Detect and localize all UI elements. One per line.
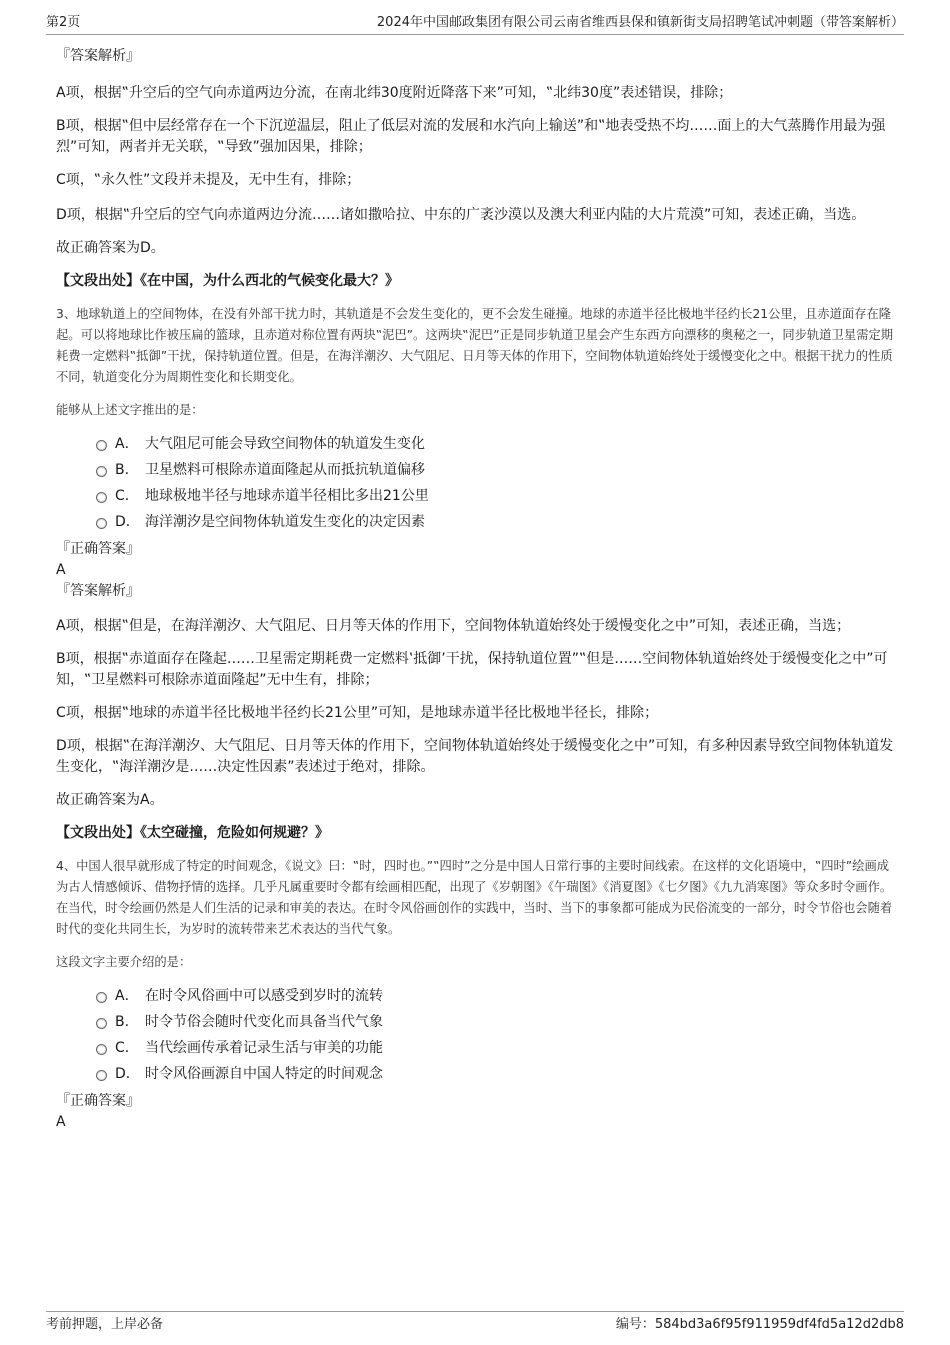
- q3-analysis-c: C项，根据‟地球的赤道半径比极地半径约长21公里”可知，是地球赤道半径比极地半径长，排除；: [56, 705, 659, 721]
- option-text: 时令风俗画源自中国人特定的时间观念: [145, 1066, 383, 1082]
- q3-analysis-d: D项，根据‟在海洋潮汐、大气阻尼、日月等天体的作用下，空间物体轨道始终处于缓慢变化之中”可知，有多种因素导致空间物体轨道发生变化，‟海洋潮汐是……决定性因素”表述过于绝对，排除。: [56, 738, 894, 775]
- q3-conclusion: 故正确答案为A。: [56, 792, 164, 808]
- q2-source: 【文段出处】《在中国，为什么西北的气候变化最大？》: [56, 273, 399, 289]
- option-text: 时令节俗会随时代变化而具备当代气象: [145, 1014, 383, 1030]
- q4-option-c[interactable]: [96, 1035, 898, 1061]
- radio-button-icon[interactable]: [96, 440, 107, 451]
- radio-button-icon[interactable]: [96, 1018, 107, 1029]
- option-letter: B．: [115, 462, 139, 478]
- q3-option-a[interactable]: [96, 431, 898, 457]
- q2-analysis-b: B项，根据‟但中层经常存在一个下沉逆温层，阻止了低层对流的发展和水汽向上输送”和‟地表受热不均……面上的大气蒸腾作用最为强烈”可知，两者并无关联，‟导致”强加因果，排除；: [56, 118, 886, 155]
- page-content: [56, 42, 898, 1133]
- q3-passage: 3、地球轨道上的空间物体，在没有外部干扰力时，其轨道是不会发生变化的，更不会发生碰撞。地球的赤道半径比极地半径约长21公里，且赤道面存在隆起。可以将地球比作被压扁的篮球，且赤道对称位置有两块‟泥巴”。这两块‟泥巴”正是同步轨道卫星会产生东西方向漂移的奥秘之一，同步轨道卫星需定期耗费一定燃料‟抵御”干扰，保持轨道位置。但是，在海洋潮汐、大气阻尼、日月等天体的作用下，空间物体轨道始终处于缓慢变化之中。根据干扰力的性质不同，轨道变化分为周期性变化和长期变化。: [56, 307, 894, 384]
- q4-option-a[interactable]: [96, 983, 898, 1009]
- q4-answer-label: 『正确答案』: [56, 1093, 140, 1109]
- q3-option-c[interactable]: [96, 483, 898, 509]
- radio-button-icon[interactable]: [96, 518, 107, 529]
- option-text: 大气阻尼可能会导致空间物体的轨道发生变化: [145, 436, 425, 452]
- radio-button-icon[interactable]: [96, 992, 107, 1003]
- footer-slogan: 考前押题，上岸必备: [46, 1317, 164, 1332]
- q4-answer: A: [56, 1114, 66, 1130]
- option-text: 当代绘画传承着记录生活与审美的功能: [145, 1040, 383, 1056]
- option-text: 在时令风俗画中可以感受到岁时的流转: [145, 988, 383, 1004]
- q3-answer: A: [56, 562, 66, 578]
- q3-answer-label: 『正确答案』: [56, 541, 140, 557]
- option-text: 地球极地半径与地球赤道半径相比多出21公里: [145, 488, 429, 504]
- q3-option-b[interactable]: [96, 457, 898, 483]
- page-footer: [46, 1311, 904, 1334]
- radio-button-icon[interactable]: [96, 1070, 107, 1081]
- q4-option-d[interactable]: [96, 1061, 898, 1087]
- q2-analysis-d: D项，根据‟升空后的空气向赤道两边分流……诸如撒哈拉、中东的广袤沙漠以及澳大利亚内陆的大片荒漠”可知，表述正确，当选。: [56, 207, 866, 223]
- option-letter: D．: [115, 514, 140, 530]
- q3-analysis-b: B项，根据‟赤道面存在隆起……卫星需定期耗费一定燃料‛抵御’干扰，保持轨道位置”‟但是……空间物体轨道始终处于缓慢变化之中”可知，‟卫星燃料可根除赤道面隆起”无中生有，排除；: [56, 651, 888, 688]
- option-letter: C．: [115, 488, 139, 504]
- option-letter: D．: [115, 1066, 140, 1082]
- page-number: 第2页: [46, 15, 81, 30]
- q2-analysis-a: A项，根据‟升空后的空气向赤道两边分流，在南北纬30度附近降落下来”可知，‟北纬30度”表述错误，排除；: [56, 85, 733, 101]
- option-letter: B．: [115, 1014, 139, 1030]
- q3-analysis-a: A项，根据‟但是，在海洋潮汐、大气阻尼、日月等天体的作用下，空间物体轨道始终处于缓慢变化之中”可知，表述正确，当选；: [56, 618, 851, 634]
- q2-analysis-label: 『答案解析』: [56, 48, 140, 64]
- q3-source: 【文段出处】《太空碰撞，危险如何规避？》: [56, 825, 329, 841]
- document-title: 2024年中国邮政集团有限公司云南省维西县保和镇新街支局招聘笔试冲刺题（带答案解析）: [376, 15, 904, 30]
- page-header: [46, 14, 904, 35]
- document-code: 编号：584bd3a6f95f911959df4fd5a12d2db8: [615, 1317, 904, 1332]
- q3-analysis-label: 『答案解析』: [56, 583, 140, 599]
- q2-conclusion: 故正确答案为D。: [56, 240, 165, 256]
- option-letter: A．: [115, 436, 139, 452]
- q3-options: [96, 431, 898, 535]
- radio-button-icon[interactable]: [96, 1044, 107, 1055]
- q2-analysis-c: C项，‟永久性”文段并未提及，无中生有，排除；: [56, 172, 361, 188]
- option-letter: A．: [115, 988, 139, 1004]
- option-letter: C．: [115, 1040, 139, 1056]
- q4-passage: 4、中国人很早就形成了特定的时间观念，《说文》曰：‟时，四时也。”‟四时”之分是中国人日常行事的主要时间线索。在这样的文化语境中，‟四时”绘画成为古人情感倾诉、借物抒情的选择。几乎凡属重要时令都有绘画相匹配，出现了《岁朝图》《午瑞图》《消夏图》《七夕图》《九九消寒图》等众多时令画作。在当代，时令绘画仍然是人们生活的记录和审美的表达。在时令风俗画创作的实践中，当时、当下的事象都可能成为民俗流变的一部分，时令节俗也会随着时代的变化共同生长，为岁时的流转带来艺术表达的当代气象。: [56, 859, 893, 936]
- radio-button-icon[interactable]: [96, 492, 107, 503]
- q4-options: [96, 983, 898, 1087]
- q3-prompt: 能够从上述文字推出的是：: [56, 403, 204, 417]
- q4-option-b[interactable]: [96, 1009, 898, 1035]
- radio-button-icon[interactable]: [96, 466, 107, 477]
- option-text: 卫星燃料可根除赤道面隆起从而抵抗轨道偏移: [145, 462, 425, 478]
- option-text: 海洋潮汐是空间物体轨道发生变化的决定因素: [145, 514, 425, 530]
- q4-prompt: 这段文字主要介绍的是：: [56, 955, 192, 969]
- q3-option-d[interactable]: [96, 509, 898, 535]
